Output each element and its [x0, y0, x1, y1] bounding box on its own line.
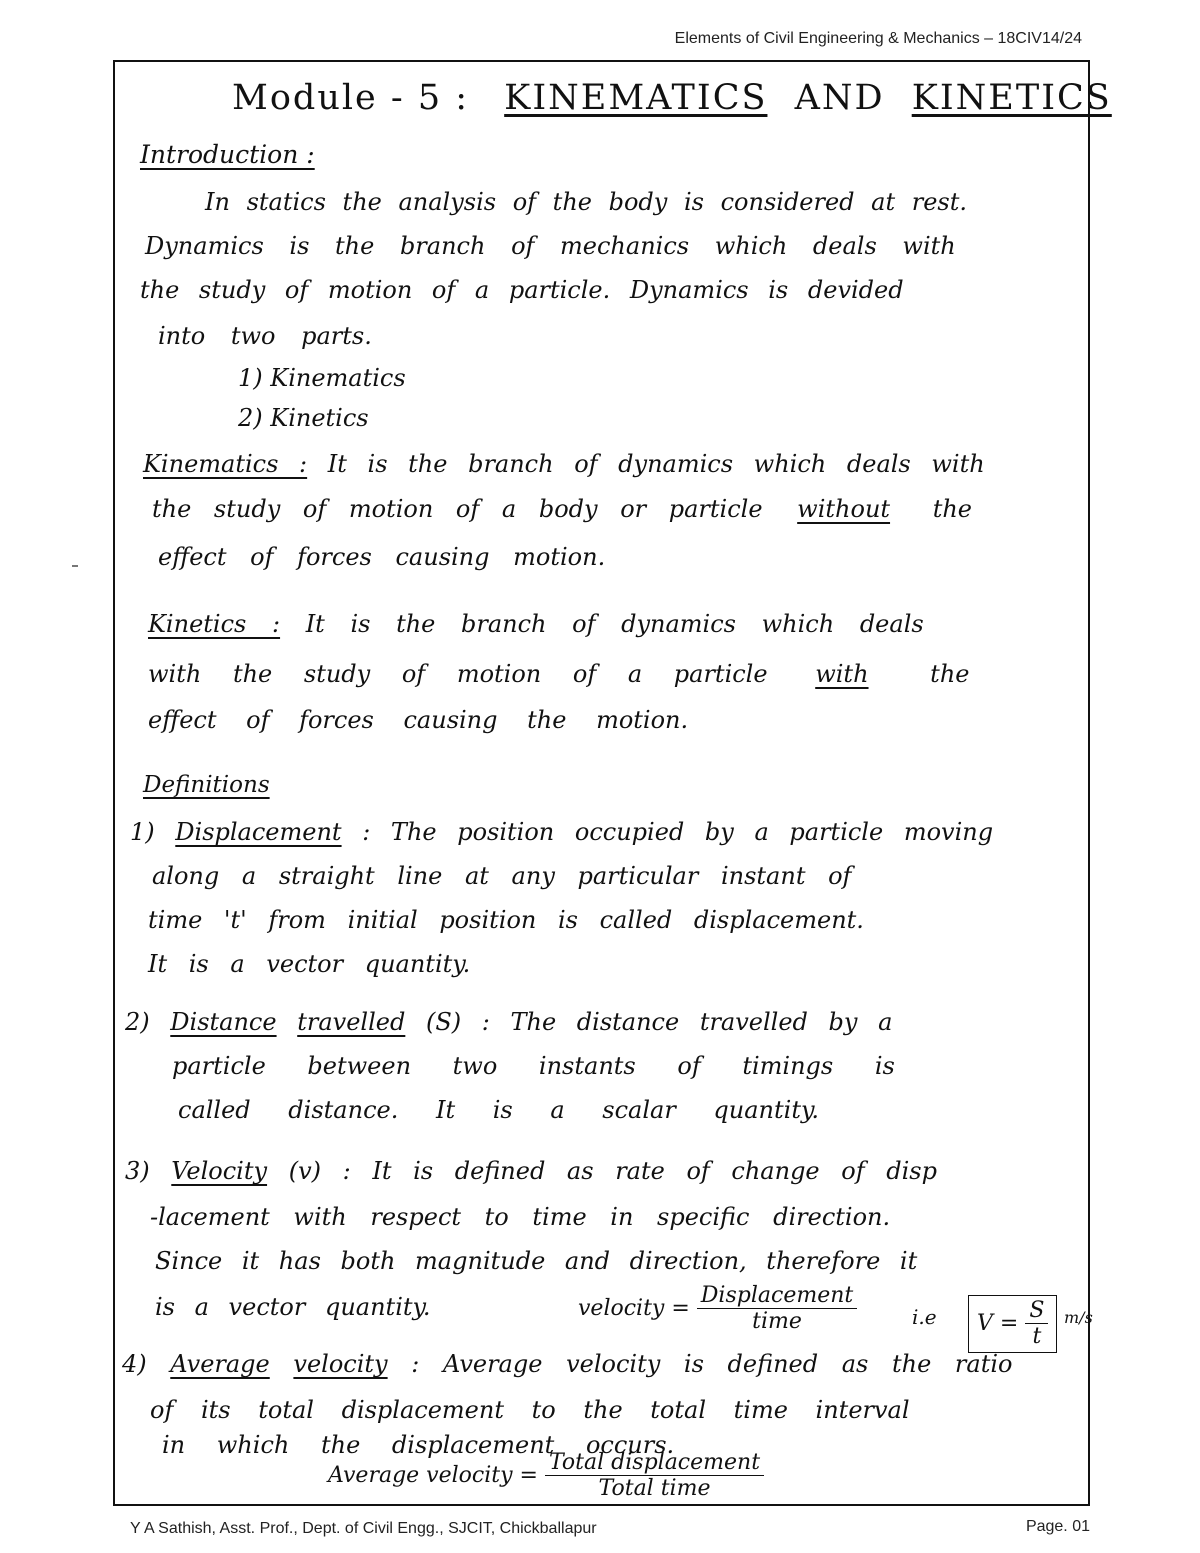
box-fraction-den: t: [1032, 1324, 1042, 1350]
intro-line-2: Dynamics is the branch of mechanics which deals with: [145, 232, 956, 260]
kinetics-title: KINETICS: [911, 78, 1112, 118]
kinematics-title: KINEMATICS: [504, 78, 768, 118]
avg-velocity-term: Average: [170, 1350, 270, 1378]
box-fraction-num: S: [1025, 1298, 1048, 1324]
footer-page-number: Page. 01: [1025, 1518, 1090, 1535]
kinematics-the: the: [932, 495, 972, 523]
displacement-line-4: It is a vector quantity.: [148, 950, 471, 978]
kinematics-line-2: [152, 495, 972, 523]
velocity-unit: m/s: [1064, 1308, 1093, 1327]
avg-formula-lhs: Average velocity =: [328, 1462, 538, 1488]
distance-term: Distance: [170, 1008, 277, 1036]
avg-velocity-term-2: velocity: [293, 1350, 388, 1378]
kinematics-without: without: [797, 495, 891, 523]
velocity-formula: [578, 1283, 857, 1335]
displacement-line-3: time 't' from initial position is called displacement.: [148, 906, 864, 934]
kinematics-text-1: It is the branch of dynamics which deals with: [327, 450, 985, 478]
part-kinetics: 2) Kinetics: [238, 404, 369, 432]
velocity-line-2: -lacement with respect to time in specific direction.: [150, 1203, 891, 1231]
box-fraction: [1025, 1298, 1048, 1350]
velocity-line-4: is a vector quantity.: [155, 1293, 431, 1321]
displacement-line-2: along a straight line at any particular instant of: [152, 862, 852, 890]
avg-velocity-line-1: [122, 1350, 1012, 1378]
kinetics-line-2: [148, 660, 969, 688]
intro-line-4: into two parts.: [158, 322, 372, 350]
kinetics-line-1: [148, 610, 924, 638]
avg-fraction-num: Total displacement: [545, 1450, 764, 1476]
distance-line-1: [125, 1008, 892, 1036]
velocity-rest: (v) : It is defined as rate of change of disp: [288, 1157, 937, 1185]
intro-line-1: In statics the analysis of the body is considered at rest.: [205, 188, 968, 216]
displacement-line-1: [130, 818, 993, 846]
velocity-formula-lhs: velocity =: [578, 1295, 690, 1321]
ie-label: i.e: [912, 1305, 937, 1329]
margin-mark: [72, 565, 78, 567]
velocity-term: Velocity: [171, 1157, 268, 1185]
footer-author: Y A Sathish, Asst. Prof., Dept. of Civil Engg., SJCIT, Chickballapur: [130, 1520, 597, 1537]
kinematics-term: Kinematics :: [143, 450, 308, 478]
velocity-fraction: [697, 1283, 857, 1335]
kinetics-with: with: [815, 660, 869, 688]
velocity-line-3: Since it has both magnitude and direction, therefore it: [155, 1247, 918, 1275]
module-title: [232, 78, 1112, 118]
kinematics-text-2: the study of motion of a body or particle: [152, 495, 763, 523]
and-title: AND: [794, 78, 885, 118]
velocity-fraction-den: time: [752, 1309, 802, 1335]
displacement-rest: : The position occupied by a particle moving: [362, 818, 994, 846]
velocity-boxed-formula: [968, 1295, 1057, 1353]
page-header: Elements of Civil Engineering & Mechanics – 18CIV14/24: [674, 30, 1082, 47]
avg-fraction: [545, 1450, 764, 1502]
distance-num: 2): [125, 1008, 150, 1036]
kinetics-line-3: effect of forces causing the motion.: [148, 706, 689, 734]
definitions-heading: Definitions: [143, 772, 270, 798]
kinematics-line-3: effect of forces causing motion.: [158, 543, 606, 571]
velocity-line-1: [125, 1157, 937, 1185]
box-lhs: V =: [977, 1310, 1019, 1336]
displacement-num: 1): [130, 818, 155, 846]
avg-velocity-line-3: in which the displacement occurs.: [162, 1431, 675, 1459]
introduction-heading: Introduction :: [140, 140, 315, 169]
kinetics-term: Kinetics :: [148, 610, 281, 638]
avg-velocity-line-2: of its total displacement to the total time interval: [150, 1396, 910, 1424]
kinetics-text-1: It is the branch of dynamics which deals: [305, 610, 924, 638]
distance-line-2: particle between two instants of timings is: [172, 1052, 895, 1080]
avg-velocity-rest: : Average velocity is defined as the ratio: [411, 1350, 1013, 1378]
velocity-num: 3): [125, 1157, 150, 1185]
module-label: Module - 5 :: [232, 78, 470, 118]
intro-line-3: the study of motion of a particle. Dynamics is devided: [140, 276, 904, 304]
distance-line-3: called distance. It is a scalar quantity.: [178, 1096, 819, 1124]
kinetics-the: the: [930, 660, 970, 688]
avg-velocity-num: 4): [122, 1350, 147, 1378]
kinetics-text-2: with the study of motion of a particle: [148, 660, 768, 688]
kinematics-line-1: [143, 450, 985, 478]
part-kinematics: 1) Kinematics: [238, 364, 406, 392]
avg-fraction-den: Total time: [598, 1476, 711, 1502]
velocity-fraction-num: Displacement: [697, 1283, 857, 1309]
avg-velocity-formula: [328, 1450, 764, 1502]
distance-term-2: travelled: [297, 1008, 406, 1036]
displacement-term: Displacement: [175, 818, 342, 846]
distance-rest: (S) : The distance travelled by a: [425, 1008, 893, 1036]
